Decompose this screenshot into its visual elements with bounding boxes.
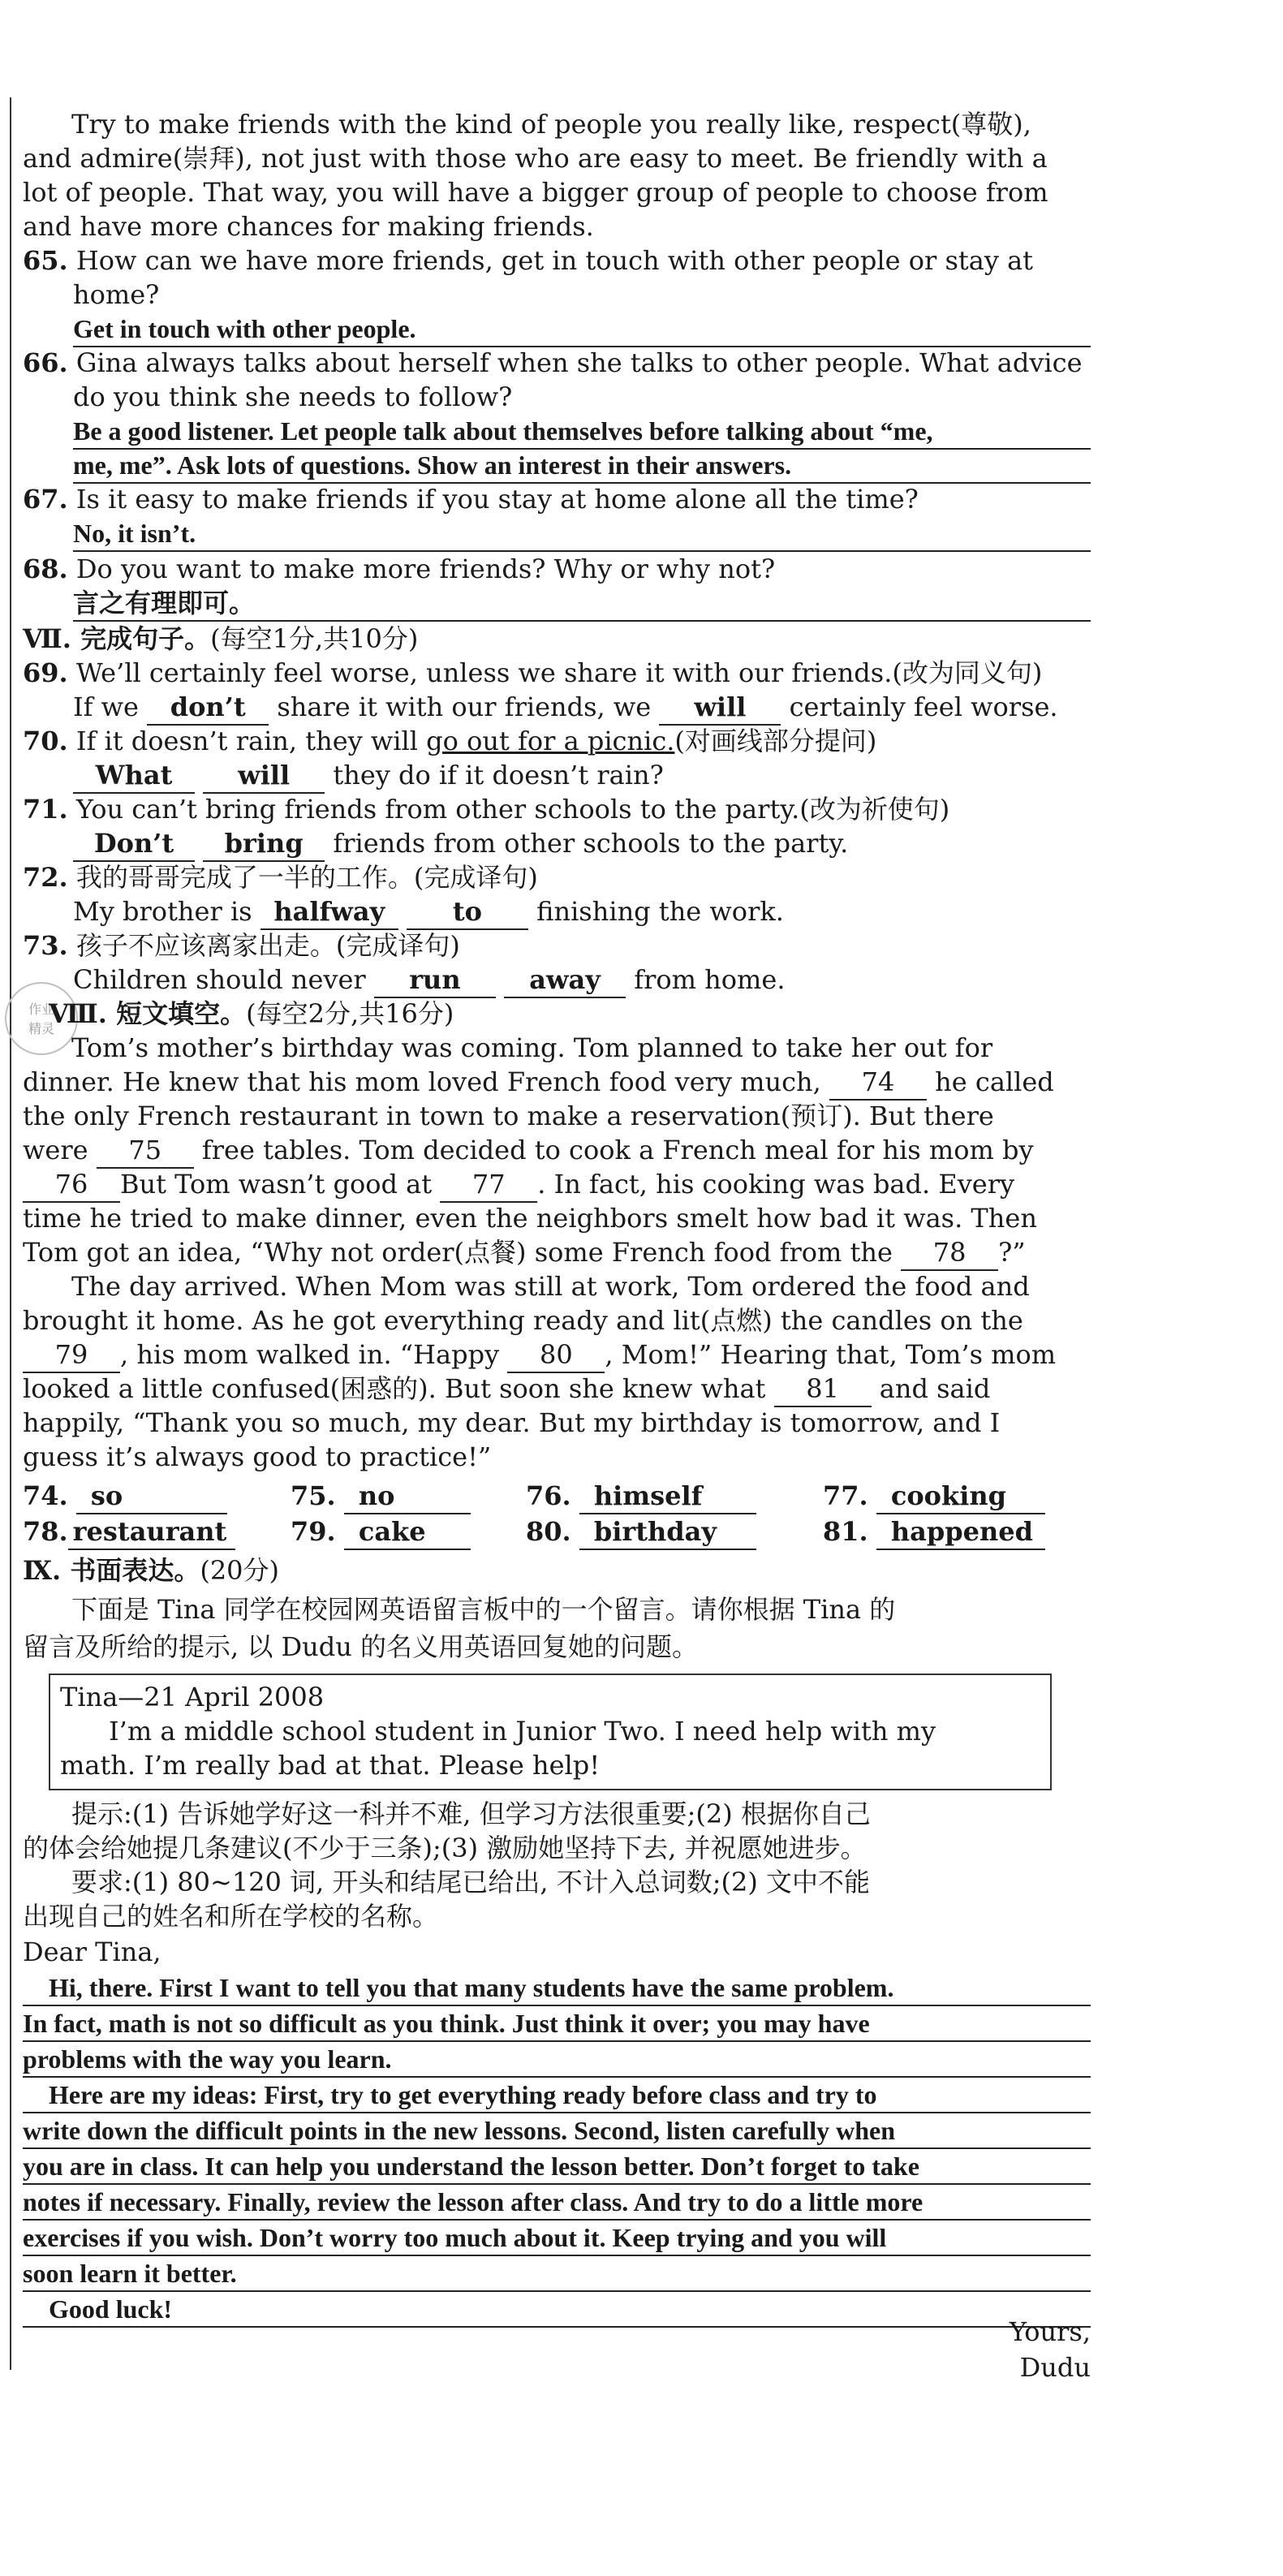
cloze-text: looked a little confused(困惑的). But soon she knew what — [23, 1373, 766, 1404]
sentence-part: friends from other schools to the party. — [333, 828, 849, 859]
question-text: Do you want to make more friends? Why or why not? — [75, 554, 776, 584]
letter-line: notes if necessary. Finally, review the lesson after class. And try to do a little more — [23, 2185, 1091, 2221]
message-line: I’m a middle school student in Junior Two. I need help with my — [109, 1716, 936, 1747]
letter-line: Good luck! — [23, 2292, 1091, 2328]
letter-line: you are in class. It can help you understand the lesson better. Don’t forget to take — [23, 2149, 1091, 2185]
answer-number: 78. — [23, 1516, 68, 1547]
cloze-text: But Tom wasn’t good at — [120, 1169, 433, 1200]
answer-value: cooking — [876, 1479, 1045, 1514]
writing-requirement: 出现自己的姓名和所在学校的名称。 — [23, 1901, 439, 1932]
answer-number: 76. — [526, 1480, 571, 1511]
cloze-line: brought it home. As he got everything ready and lit(点燃) the candles on the — [23, 1305, 1023, 1336]
letter-line: Hi, there. First I want to tell you that many students have the same problem. — [23, 1971, 1091, 2006]
cloze-blank: 78 — [901, 1235, 998, 1271]
letter-line: soon learn it better. — [23, 2256, 1091, 2292]
cloze-text: , Mom!” Hearing that, Tom’s mom — [605, 1339, 1057, 1370]
question-number: 69. — [23, 657, 68, 688]
section-score: (20分) — [200, 1555, 280, 1586]
question-73 — [23, 928, 1091, 963]
question-number: 70. — [23, 726, 68, 756]
cloze-answer — [526, 1479, 756, 1514]
sentence-part: they do if it doesn’t rain? — [333, 760, 664, 790]
answer-66-line2: me, me”. Ask lots of questions. Show an interest in their answers. — [73, 448, 1091, 484]
question-69 — [23, 656, 1091, 690]
cloze-text: dinner. He knew that his mom loved French food very much, — [23, 1066, 821, 1097]
cloze-text: he called — [935, 1066, 1054, 1097]
question-text: (对画线部分提问) — [674, 726, 877, 756]
question-70 — [23, 724, 1091, 758]
cloze-line — [23, 1065, 1091, 1101]
letter-line: write down the difficult points in the new lessons. Second, listen carefully when — [23, 2113, 1091, 2149]
sentence-part: My brother is — [73, 896, 252, 927]
blank-answer: run — [374, 963, 496, 998]
section-8-heading — [49, 997, 454, 1031]
question-text-cont: home? — [73, 279, 160, 310]
cloze-answers-row-2 — [23, 1514, 1091, 1549]
answer-value: so — [76, 1479, 227, 1514]
cloze-line — [23, 1235, 1091, 1271]
section-score: (每空2分,共16分) — [246, 998, 454, 1029]
cloze-blank: 76 — [23, 1167, 120, 1203]
writing-intro: 留言及所给的提示, 以 Dudu 的名义用英语回复她的问题。 — [23, 1631, 699, 1662]
writing-intro: 下面是 Tina 同学在校园网英语留言板中的一个留言。请你根据 Tina 的 — [71, 1594, 896, 1625]
message-title: Tina—21 April 2008 — [60, 1682, 325, 1712]
question-number: 67. — [23, 484, 68, 515]
section-title: Ⅷ. 短文填空。 — [49, 998, 247, 1029]
question-text: If it doesn’t rain, they will — [75, 726, 427, 756]
cloze-line — [23, 1372, 1091, 1407]
cloze-text: , his mom walked in. “Happy — [120, 1339, 500, 1370]
answer-value: birthday — [579, 1514, 756, 1550]
question-71 — [23, 792, 1091, 826]
answer-value: happened — [876, 1514, 1045, 1550]
question-number: 72. — [23, 862, 68, 893]
left-margin-rule — [10, 97, 11, 2370]
message-box — [49, 1674, 1052, 1790]
answer-72 — [73, 894, 1141, 930]
answer-number: 81. — [823, 1516, 868, 1547]
cloze-line: happily, “Thank you so much, my dear. But my birthday is tomorrow, and I — [23, 1407, 1001, 1438]
cloze-text: . In fact, his cooking was bad. Every — [537, 1169, 1015, 1200]
cloze-text: were — [23, 1135, 88, 1165]
cloze-answer — [291, 1479, 471, 1514]
question-67 — [23, 482, 1091, 516]
blank-answer: halfway — [260, 894, 398, 930]
cloze-line: Tom’s mother’s birthday was coming. Tom planned to take her out for — [71, 1032, 993, 1063]
cloze-answer — [823, 1479, 1045, 1514]
cloze-line: the only French restaurant in town to make a reservation(预订). But there — [23, 1101, 994, 1131]
question-72 — [23, 860, 1091, 894]
cloze-answers-row-1 — [23, 1479, 1091, 1513]
question-text: Gina always talks about herself when she talks to other people. What advice — [75, 347, 1083, 378]
sentence-part: If we — [73, 691, 139, 722]
answer-value: restaurant — [68, 1514, 235, 1550]
letter-body — [23, 1971, 1091, 2328]
letter-line: In fact, math is not so difficult as you think. Just think it over; you may have — [23, 2006, 1091, 2042]
cloze-answer — [291, 1514, 471, 1550]
sentence-part: share it with our friends, we — [277, 691, 652, 722]
passage-line: and admire(崇拜), not just with those who are easy to meet. Be friendly with a — [23, 143, 1048, 174]
answer-number: 77. — [823, 1480, 868, 1511]
letter-line: Here are my ideas: First, try to get everything ready before class and try to — [23, 2078, 1091, 2113]
blank-answer: to — [407, 894, 528, 930]
question-65 — [23, 243, 1091, 278]
sentence-part: finishing the work. — [536, 896, 784, 927]
cloze-line: time he tried to make dinner, even the neighbors smelt how bad it was. Then — [23, 1203, 1037, 1234]
cloze-blank: 81 — [774, 1372, 872, 1407]
answer-number: 79. — [291, 1516, 336, 1547]
question-text: We’ll certainly feel worse, unless we share it with our friends.(改为同义句) — [75, 657, 1043, 688]
cloze-text: ?” — [998, 1237, 1026, 1268]
section-9-heading — [23, 1553, 279, 1587]
stamp-text: 作业 — [28, 1002, 54, 1017]
sentence-part: Children should never — [73, 964, 366, 995]
blank-answer: bring — [203, 826, 325, 862]
stamp-text: 精灵 — [28, 1021, 54, 1036]
writing-hint: 提示:(1) 告诉她学好这一科并不难, 但学习方法很重要;(2) 根据你自己 — [71, 1798, 871, 1829]
writing-hint: 的体会给她提几条建议(不少于三条);(3) 激励她坚持下去, 并祝愿她进步。 — [23, 1833, 867, 1863]
letter-signature: Dudu — [1019, 2352, 1091, 2383]
cloze-line — [23, 1167, 1091, 1203]
cloze-blank: 75 — [97, 1133, 194, 1169]
passage-line: Try to make friends with the kind of people you really like, respect(尊敬), — [71, 109, 1031, 140]
question-text: Is it easy to make friends if you stay at home alone all the time? — [75, 484, 919, 515]
cloze-answer — [23, 1479, 227, 1514]
answer-number: 74. — [23, 1480, 68, 1511]
cloze-text: Tom got an idea, “Why not order(点餐) some French food from the — [23, 1237, 893, 1268]
question-number: 73. — [23, 930, 68, 961]
blank-answer: will — [203, 758, 325, 794]
letter-line: exercises if you wish. Don’t worry too much about it. Keep trying and you will — [23, 2221, 1091, 2256]
writing-requirement: 要求:(1) 80~120 词, 开头和结尾已给出, 不计入总词数;(2) 文中不能 — [71, 1867, 871, 1898]
answer-69 — [73, 690, 1141, 726]
answer-value: cake — [344, 1514, 471, 1550]
answer-70 — [73, 758, 1141, 794]
underlined-part: go out for a picnic. — [426, 726, 675, 756]
answer-number: 80. — [526, 1516, 571, 1547]
question-text-cont: do you think she needs to follow? — [73, 381, 513, 412]
passage-line: and have more chances for making friends. — [23, 211, 594, 242]
question-text: 我的哥哥完成了一半的工作。(完成译句) — [75, 862, 538, 893]
question-68 — [23, 552, 1091, 586]
passage-line: lot of people. That way, you will have a bigger group of people to choose from — [23, 177, 1048, 208]
answer-65: Get in touch with other people. — [73, 312, 1091, 347]
question-number: 65. — [23, 245, 68, 276]
section-7-heading — [23, 622, 418, 656]
letter-salutation: Dear Tina, — [23, 1936, 161, 1967]
question-text: 孩子不应该离家出走。(完成译句) — [75, 930, 460, 961]
sentence-part: certainly feel worse. — [789, 691, 1058, 722]
section-title: Ⅶ. 完成句子。 — [23, 623, 211, 654]
blank-answer: Don’t — [73, 826, 195, 862]
section-title: Ⅸ. 书面表达。 — [23, 1555, 200, 1586]
message-line: math. I’m really bad at that. Please help! — [60, 1750, 601, 1781]
question-number: 68. — [23, 554, 68, 584]
question-text: You can’t bring friends from other schools to the party.(改为祈使句) — [75, 794, 950, 825]
letter-closing: Yours, — [1009, 2316, 1091, 2347]
cloze-text: and said — [879, 1373, 991, 1404]
question-number: 71. — [23, 794, 68, 825]
cloze-line: guess it’s always good to practice!” — [23, 1441, 492, 1472]
letter-line: problems with the way you learn. — [23, 2042, 1091, 2078]
answer-66-line1: Be a good listener. Let people talk about themselves before talking about “me, — [73, 414, 1091, 450]
cloze-answer — [526, 1514, 756, 1550]
cloze-text: free tables. Tom decided to cook a French meal for his mom by — [201, 1135, 1034, 1165]
cloze-line: The day arrived. When Mom was still at work, Tom ordered the food and — [71, 1271, 1030, 1302]
cloze-blank: 79 — [23, 1338, 120, 1373]
section-score: (每空1分,共10分) — [210, 623, 419, 654]
cloze-blank: 74 — [829, 1065, 927, 1101]
question-number: 66. — [23, 347, 68, 378]
question-text: How can we have more friends, get in touch with other people or stay at — [75, 245, 1034, 276]
cloze-line — [23, 1133, 1091, 1169]
blank-answer: What — [73, 758, 195, 794]
cloze-blank: 80 — [507, 1338, 605, 1373]
blank-answer: away — [504, 963, 626, 998]
blank-answer: will — [659, 690, 781, 726]
cloze-blank: 77 — [440, 1167, 537, 1203]
answer-73 — [73, 963, 1141, 998]
cloze-answer — [23, 1514, 235, 1550]
answer-67: No, it isn’t. — [73, 516, 1091, 552]
answer-71 — [73, 826, 1141, 862]
answer-68: 言之有理即可。 — [73, 586, 1091, 622]
cloze-answer — [823, 1514, 1045, 1550]
sentence-part: from home. — [634, 964, 786, 995]
answer-number: 75. — [291, 1480, 336, 1511]
answer-value: himself — [579, 1479, 756, 1514]
cloze-line — [23, 1338, 1091, 1373]
question-66 — [23, 346, 1091, 380]
answer-value: no — [344, 1479, 471, 1514]
blank-answer: don’t — [147, 690, 269, 726]
